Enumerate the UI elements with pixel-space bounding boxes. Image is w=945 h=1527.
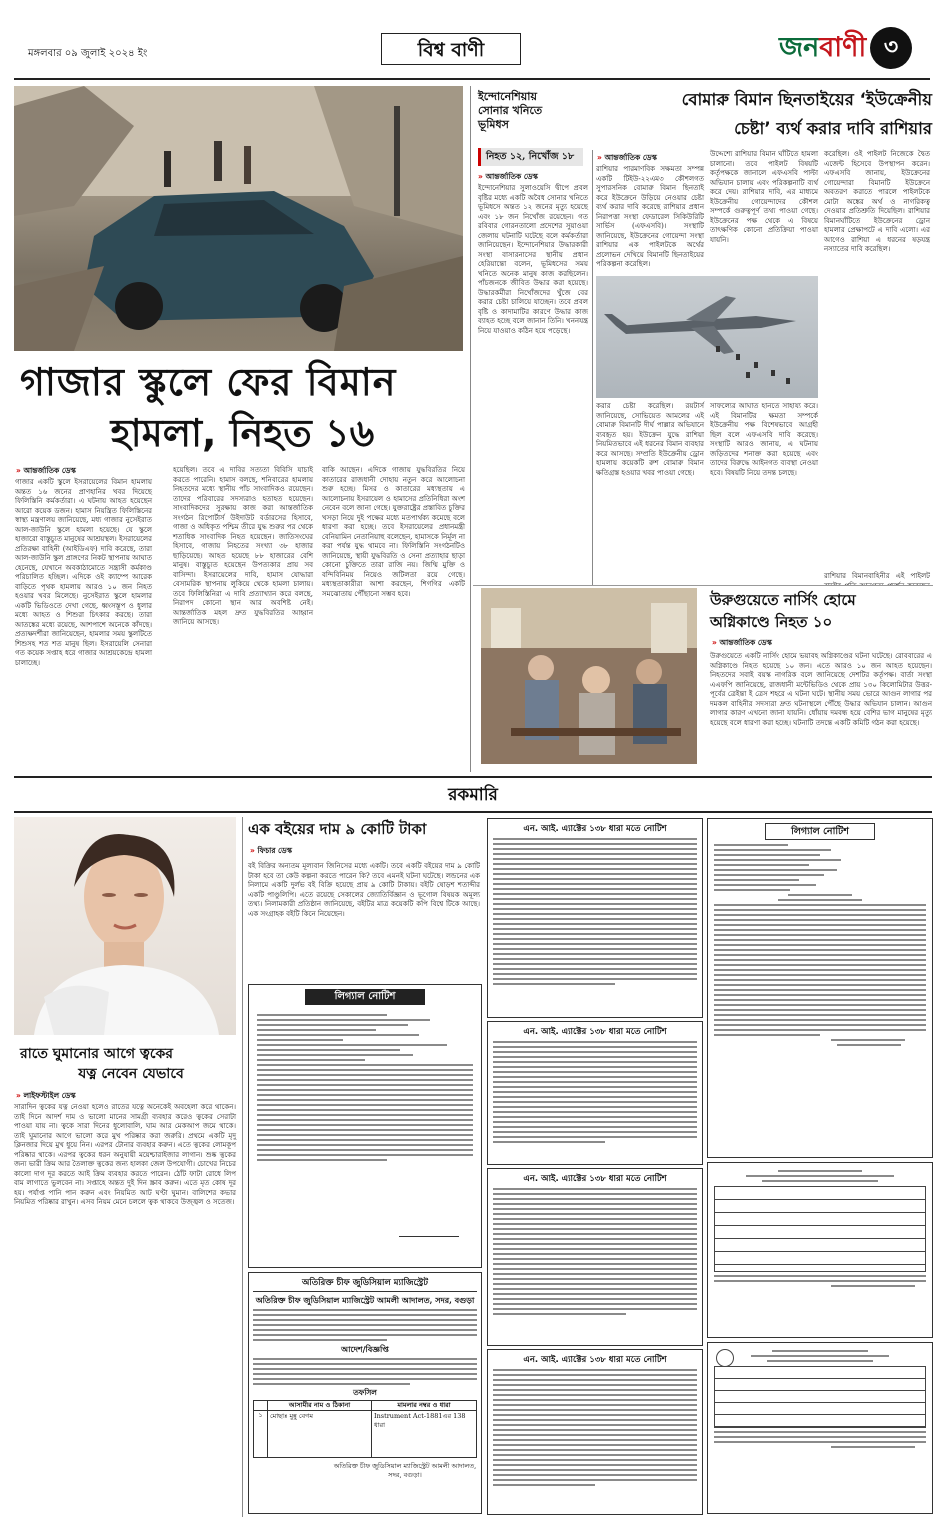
newspaper-logo [779,28,866,68]
govt-notice-1-footer [714,1275,926,1287]
ni-notice-4-title: এন. আই. এ্যাক্টের ১৩৮ ধারা মতে নোটিশ [523,1355,667,1365]
header-rule [14,78,930,80]
book-headline: এক বইয়ের দাম ৯ কোটি টাকা [248,820,427,838]
gaza-body-col-1: গাজার একটি স্কুলে ইসরায়েলের বিমান হামলায় অন্তত ১৬ জনের প্রাণহানির খবর দিয়েছে ফিলিস্তিনি কর্মকর্তারা। এ ঘটনায় আহত হয়েছেন আরো কয়েক ডজন। হামাস নিয়ন্ত্রিত ফিলিস্তিনের স্বাস্থ্য মন্ত্রণালয় জানিয়েছে, মধ্য গাজার নুসেইরাত আল-জাউনি স্কুলে হামলা হয়েছে। যে স্কুলে হাজারো বাস্তুচ্যুত মানুষের আশ্রয়স্থল। ইসরায়েলের প্রতিরক্ষা বাহিনী (আইডিএফ) দাবি করেছে, তারা আল-জাউনি স্কুল প্রাঙ্গণের নিকট স্থাপনায় আঘাত হেনেছে, যেখানে অবকাঠামোতে সন্ত্রাসী কর্মকাণ্ড পরিচালিত হচ্ছিল। এদিকে ওই ক্যাম্পে আরেক বাড়িতে পৃথক হামলায় আরও ১০ জন নিহত হওয়ার খবর মিলেছে। নুসেইরাত স্কুলে হামলার একটি ভিডিওতে দেখা গেছে, ধ্বংসস্তূপ ও ধুলার মধ্যে আহত ও শিশুরা চিৎকার করছে। তারা আতঙ্কের মধ্যে রয়েছে, আশপাশে অনেকে কাঁদছে। প্রত্যক্ষদর্শীরা জানিয়েছেন, হামলার সময় স্কুলটিতে শিশুসহ শত শত মানুষ ছিল। ইসরায়েলি সেনারা গত কয়েক সপ্তাহ ধরে গাজার আশ্রয়কেন্দ্রে হামলা চালাচ্ছে। [15,478,152,667]
rokomari-bottom-rule [14,811,932,813]
court-table-row-no: ১ [254,1411,268,1457]
court-table-head-1: আসামীর নাম ও ঠিকানা [268,1401,372,1411]
skincare-desk-tag: » লাইফস্টাইল ডেস্ক [16,1091,76,1103]
legal-notice-center-title: লিগ্যাল নোটিশ [305,989,425,1005]
skincare-headline-line-1: রাতে ঘুমানোর আগে ত্বকের [20,1046,173,1062]
ni-notice-2 [487,1021,703,1165]
rokomari-top-rule [14,776,932,778]
ni-notice-3 [487,1168,703,1346]
russia-headline-line-2: চেষ্টা’ ব্যর্থ করার দাবি রাশিয়ার [734,119,932,138]
ni-notice-2-text [493,1041,697,1143]
court-notice [248,1272,482,1514]
indonesia-headline: ইন্দোনেশিয়ায় সোনার খনিতে ভূমিধস [478,90,543,131]
col-divider-1 [470,86,471,772]
govt-notice-1-table [714,1186,926,1272]
govt-notice-2-table [714,1366,926,1428]
bomber-photo [596,276,818,398]
indonesia-badge-text: নিহত ১২, নিখোঁজ ১৮ [486,151,575,162]
legal-notice-right-title: লিগ্যাল নোটিশ [765,823,875,840]
court-sign: অতিরিক্ত চীফ জুডিসিয়াল ম্যাজিস্ট্রেট আমলী আদালত, সদর, বগুড়া। [333,1462,477,1479]
indonesia-divider [592,150,593,585]
russia-body-col-2: উদ্দেশ্যে রাশিয়ার বিমান ঘাঁটিতে হামলা চালানো। তবে পাইলট বিষয়টি কর্তৃপক্ষকে জানালে এফএসবি পাল্টা অভিযান চালায় এবং পরিকল্পনাটি ব্যর্থ করে দেয়। রাশিয়ার দাবি, এর মাধ্যমে ইউক্রেনীয় গোয়েন্দাদের কৌশল সম্পর্কে গুরুত্বপূর্ণ তথ্য পাওয়া গেছে। ইউক্রেনের পক্ষ থেকে এ বিষয়ে তাৎক্ষণিক কোনো প্রতিক্রিয়া পাওয়া যায়নি। [710,150,818,244]
indonesia-badge [478,148,583,166]
legal-notice-center [248,984,482,1268]
page-number-badge [870,27,912,69]
ni-notice-4 [487,1349,703,1515]
russia-body-col-3: করেছিল। ওই পাইলট নিজেকে দ্বৈত এজেন্ট হিসেবে উপস্থাপন করেন। এফএসবি জানায়, ইউক্রেনের গোয়েন্দারা বিমানটি ইউক্রেনে অবতরণ করাতে পারলে পাইলটকে মোটা অঙ্কের অর্থ ও নাগরিকত্ব দেওয়ার প্রতিশ্রুতি দিয়েছিল। রাশিয়ার বিমানঘাঁটিতে ইউক্রেনের ড্রোন হামলার প্রেক্ষাপটে এ দাবি এলো। এর আগেও রাশিয়া এ ধরনের ষড়যন্ত্র নস্যাতের দাবি করেছিল। [824,150,930,253]
govt-notice-2 [707,1342,933,1514]
govt-notice-2-footer [714,1431,926,1448]
legal-notice-right-text [714,844,926,1046]
page-number: ৩ [883,35,899,60]
header-date: মঙ্গলবার ০৯ জুলাই ২০২৪ ইং [28,48,148,59]
skincare-photo [14,817,236,1035]
uruguay-headline-line-2: অগ্নিকাণ্ডে নিহত ১০ [710,613,833,631]
court-table [253,1400,477,1458]
ni-notice-1 [487,818,703,1018]
russia-lower-col-1: করার চেষ্টা করেছিল। রয়টার্স জানিয়েছে, সোভিয়েত আমলের এই বোমারু বিমানটি দীর্ঘ পাল্লার অভিযানে ব্যবহৃত হয়। ইউক্রেন যুদ্ধে রাশিয়া নিয়মিতভাবে এই ধরনের বিমান ব্যবহার করে আসছে। সম্প্রতি ইউক্রেনীয় ড্রোন হামলায় কয়েকটি রুশ বোমারু বিমান ক্ষতিগ্রস্ত হওয়ার খবর পাওয়া গেছে। [596,402,704,477]
skincare-headline-line-2: যত্ন নেবেন যেভাবে [78,1066,184,1082]
logo-part-b: বাণী [819,32,867,63]
nursing-home-photo [481,588,697,764]
govt-notice-2-header [714,1350,926,1362]
bomber-photo-scene [596,276,818,398]
page-header [0,0,945,84]
indonesia-body: ইন্দোনেশিয়ার সুলাওয়েসি দ্বীপে প্রবল বৃষ্টির মধ্যে একটি অবৈধ সোনার খনিতে ভূমিধসে অন্তত ১২ জনের মৃত্যু হয়েছে এবং ১৮ জন নিখোঁজ রয়েছেন। গত রবিবার গোরনতালো প্রদেশের সুয়াওয়া জেলায় ঘটনাটি ঘটেছে বলে কর্মকর্তারা জানিয়েছেন। ইন্দোনেশিয়ার উদ্ধারকারী সংস্থা বাসারনাসের স্থানীয় প্রধান হেরিয়ান্তো বলেন, ভূমিধসের সময় খনিতে অনেক মানুষ কাজ করছিলেন। পাঁচজনকে জীবিত উদ্ধার করা হয়েছে। উদ্ধারকর্মীরা নিখোঁজদের খুঁজে বের করার চেষ্টা চালিয়ে যাচ্ছেন। তবে প্রবল বৃষ্টি ও কাদামাটির কারণে উদ্ধার কাজ ব্যাহত হচ্ছে বলে জানান তিনি। খননযন্ত্র নিয়ে যাওয়াও কঠিন হয়ে পড়েছে। [478,184,588,335]
ni-notice-3-text [493,1188,697,1315]
uruguay-body: উরুগুয়েতে একটি নার্সিং হোমে ভয়াবহ অগ্নিকাণ্ডের ঘটনা ঘটেছে। রোববারের এ অগ্নিকাণ্ডে নিহত হয়েছে ১০ জন। এতে আরও ১০ জন আহত হয়েছেন। নিহতদের সবাই বয়স্ক নাগরিক বলে জানিয়েছে দেশটির কর্তৃপক্ষ। বার্তা সংস্থা এএফপি জানিয়েছে, রাজধানী মন্টেভিডিও থেকে প্রায় ১৩০ কিলোমিটার উত্তর-পূর্বের ত্রেইন্তা ই ত্রেস শহরে এ ঘটনা ঘটে। স্থানীয় সময় ভোরে আগুন লাগার পর দমকল বাহিনীর সদস্যরা দ্রুত ঘটনাস্থলে পৌঁছে উদ্ধার অভিযান চালান। আগুন লাগার কারণ এখনো জানা যায়নি। ধোঁয়ায় দমবন্ধ হয়ে বেশির ভাগ মানুষের মৃত্যু হয়েছে বলে ধারণা করা হচ্ছে। ঘটনাটি তদন্তে একটি কমিটি গঠন করা হয়েছে। [710,652,932,727]
ni-notice-1-text [493,838,697,985]
gaza-headline-line-2: হামলা, নিহত ১৬ [110,411,375,455]
court-table-row-case: Instrument Act-1881এর 138 ধারা [374,1412,466,1429]
govt-seal-icon [716,1349,734,1367]
skincare-body: সারাদিন ত্বকের যত্ন নেওয়া হলেও রাতের যত্নে অনেকেই অবহেলা করে থাকেন। তাই দিনে আদর্শ দাম ও ভালো মানের সামগ্রী ব্যবহার করেও ত্বকের সেরাটা পাওয়া যায় না। ত্বকে সারা দিনের ধুলোবালি, ঘাম আর মেকআপ জমে থাকে। তাই ঘুমানোর আগে ভালো করে মুখ পরিষ্কার করা জরুরি। প্রথমে একটি মৃদু ক্লিনজার দিয়ে মুখ ধুয়ে নিন। এরপর টোনার ব্যবহার করুন। এতে ত্বকের লোমকূপ পরিষ্কার থাকে। এরপর ত্বকের ধরন অনুযায়ী ময়েশ্চারাইজার লাগান। শুষ্ক ত্বকের জন্য ভারী ক্রিম আর তৈলাক্ত ত্বকের জন্য হালকা জেল উপযোগী। চোখের নিচের কালো দাগ দূর করতে আই ক্রিম ব্যবহার করতে পারেন। ঠোঁট ফাটা রোধে লিপ বাম লাগাতে ভুলবেন না। সপ্তাহে অন্তত দুই দিন স্ক্রাব করুন। এতে মৃত কোষ দূর হয়। পর্যাপ্ত পানি পান করুন এবং নিয়মিত আট ঘণ্টা ঘুমান। বালিশের কভার নিয়মিত পরিষ্কার রাখুন। এসব নিয়ম মেনে চললে ত্বক থাকবে উজ্জ্বল ও সতেজ। [14,1103,236,1206]
govt-notice-1 [707,1162,933,1338]
logo-part-a: জন [779,32,820,63]
ni-notice-1-title: এন. আই. এ্যাক্টের ১৩৮ ধারা মতে নোটিশ [523,824,667,834]
gaza-body-col-3: বাকি আছেন। এদিকে গাজায় যুদ্ধবিরতির নিয়ে কাতারের রাজধানী দোহায় নতুন করে আলোচনা শুরু হচ্ছে। মিসর ও কাতারের মধ্যস্থতায় এ আলোচনায় ইসরায়েল ও হামাসের প্রতিনিধিরা অংশ নেবেন বলে জানা গেছে। যুক্তরাষ্ট্রের প্রস্তাবিত চুক্তির খসড়া নিয়ে দুই পক্ষের মধ্যে মতপার্থক্য কমেছে বলে ধারণা করা হচ্ছে। তবে ইসরায়েলের প্রধানমন্ত্রী বেনিয়ামিন নেতানিয়াহু বলেছেন, হামাসকে নির্মূল না করা পর্যন্ত যুদ্ধ থামবে না। ফিলিস্তিনি সংগঠনটিও জানিয়েছে, স্থায়ী যুদ্ধবিরতি ও সেনা প্রত্যাহার ছাড়া কোনো চুক্তিতে তারা রাজি নয়। জিম্মি মুক্তি ও বন্দিবিনিময় নিয়েও জটিলতা রয়ে গেছে। মধ্যস্থতাকারীরা আশা করছেন, শিগগির একটি সমঝোতায় পৌঁছানো সম্ভব হবে। [322,466,465,598]
legal-notice-center-signature [399,1223,459,1237]
indonesia-desk-tag: » আন্তর্জাতিক ডেস্ক [478,172,538,184]
col-divider-2 [242,817,243,1517]
court-notice-text-2 [253,1358,477,1385]
russia-lower-col-3: রাশিয়ার বিমানবাহিনীর এই পাইলট [824,572,930,580]
gaza-body-col-2: হয়েছিল। তবে এ দাবির সত্যতা বিবিসি যাচাই করতে পারেনি। হামাস বলছে, শনিবারের হামলায় নিহতদের মধ্যে স্থানীয় পাঁচ সাংবাদিকও রয়েছেন। তাদের পরিবারের সদস্যরাও হতাহত হয়েছেন। সাংবাদিকদের সুরক্ষায় কাজ করা আন্তর্জাতিক সংগঠন রিপোর্টার্স উইদাউট বর্ডারসের হিসাবে, গাজা ও অধিকৃত পশ্চিম তীরে যুদ্ধ শুরুর পর থেকে শতাধিক সাংবাদিক নিহত হয়েছেন। জাতিসংঘের হিসাবে, গাজায় নিহতের সংখ্যা ৩৮ হাজার ছাড়িয়েছে। আহত হয়েছে ৮৮ হাজারের বেশি মানুষ। বাস্তুচ্যুত হয়েছেন উপত্যকার প্রায় সব বাসিন্দা। ইসরায়েলের দাবি, হামাস যোদ্ধারা বেসামরিক স্থাপনায় লুকিয়ে থেকে হামলা চালায়। তবে ফিলিস্তিনিরা এ দাবি প্রত্যাখ্যান করে বলছে, নিরাপদ কোনো স্থান আর অবশিষ্ট নেই। আন্তর্জাতিক মহল দ্রুত যুদ্ধবিরতির আহ্বান জানিয়ে আসছে। [173,466,313,626]
court-notice-title-1: অতিরিক্ত চীফ জুডিসিয়াল ম্যাজিস্ট্রেট [253,1277,477,1292]
ni-notice-4-text [493,1369,697,1486]
russia-desk-tag: » আন্তর্জাতিক ডেস্ক [597,153,657,165]
russia-body-col-1: রাশিয়ার পারমাণবিক সক্ষমতা সম্পন্ন একটি টিইউ-২২এম৩ কৌশলগত সুপারসনিক বোমারু বিমান ছিনতাই করে ইউক্রেনে উড়িয়ে নেওয়ার চেষ্টা ব্যর্থ করার দাবি করেছে রাশিয়ার প্রধান নিরাপত্তা সংস্থা ফেডারেল সিকিউরিটি সার্ভিস (এফএসবি)। সংস্থাটি জানিয়েছে, ইউক্রেনের গোয়েন্দা সংস্থা রাশিয়ার এক পাইলটকে অর্থের প্রলোভন দেখিয়ে বিমানটি ছিনতাইয়ের পরিকল্পনা করেছিল। [596,165,704,268]
uruguay-desk-tag: » আন্তর্জাতিক ডেস্ক [712,638,772,650]
ni-notice-2-title: এন. আই. এ্যাক্টের ১৩৮ ধারা মতে নোটিশ [523,1027,667,1037]
legal-notice-right [707,818,933,1158]
court-notice-text [253,1309,477,1341]
gaza-desk-tag: » আন্তর্জাতিক ডেস্ক [16,466,76,478]
govt-notice-1-header [714,1170,926,1182]
book-desk-tag: » ফিচার ডেস্ক [250,846,292,858]
court-list-title: তফসিল [353,1388,377,1397]
section-title: বিশ্ব বাণী [417,39,485,61]
rokomari-title: রকমারি [448,785,498,805]
book-body: বই বিক্রির অন্যতম মূল্যবান জিনিসের মধ্যে একটি। তবে একটি বইয়ের দাম ৯ কোটি টাকা হবে তা কেউ কল্পনা করতে পারেন কি? তবে এমনই ঘটনা ঘটেছে। লন্ডনের এক নিলামে একটি দুর্লভ বই বিক্রি হয়েছে প্রায় ৯ কোটি টাকায়। বইটি ষোড়শ শতাব্দীর একটি পাণ্ডুলিপি। এতে রয়েছে সেকালের জ্যোতির্বিজ্ঞান ও ভূগোল বিষয়ক অমূল্য তথ্য। নিলামকারী প্রতিষ্ঠান জানিয়েছে, বইটির মাত্র কয়েকটি কপি বিশ্বে টিকে আছে। এক সংগ্রাহক বইটি কিনে নিয়েছেন। [248,862,480,918]
legal-notice-center-text [249,1009,481,1166]
uruguay-headline-line-1: উরুগুয়েতে নার্সিং হোমে [710,591,856,609]
nursing-home-photo-scene [481,588,697,764]
gaza-headline-line-1: গাজার স্কুলে ফের বিমান [20,360,397,404]
ni-notice-3-title: এন. আই. এ্যাক্টের ১৩৮ ধারা মতে নোটিশ [523,1174,667,1184]
court-notice-title-2: অতিরিক্ত চীফ জুডিসিয়াল ম্যাজিস্ট্রেট আমলী আদালত, সদর, বগুড়া [255,1295,475,1305]
russia-lower-col-2: সাফল্যের আঘাত হানতে সাহায্য করে। এই বিমানটির ক্ষমতা সম্পর্কে ইউক্রেনীয় পক্ষ বিশেষভাবে আগ্রহী ছিল বলে এফএসবি দাবি করেছে। সংস্থাটি আরও জানায়, এ ঘটনায় জড়িতদের শনাক্ত করা হয়েছে এবং তাদের বিরুদ্ধে আইনগত ব্যবস্থা নেওয়া হবে। বিষয়টি নিয়ে তদন্ত চলছে। [710,402,818,477]
court-table-head-2: মামলার নম্বর ও ধারা [372,1401,476,1411]
court-notice-sub: আদেশ/বিজ্ঞপ্তি [341,1344,389,1354]
gaza-photo-scene [14,86,463,351]
russia-headline-line-1: বোমারু বিমান ছিনতাইয়ের ‘ইউক্রেনীয় [681,90,932,109]
gaza-ruins-photo [14,86,463,351]
court-table-row-name: মোছাঃ মুন্নু বেগম [268,1411,372,1457]
skincare-photo-scene [14,817,236,1035]
